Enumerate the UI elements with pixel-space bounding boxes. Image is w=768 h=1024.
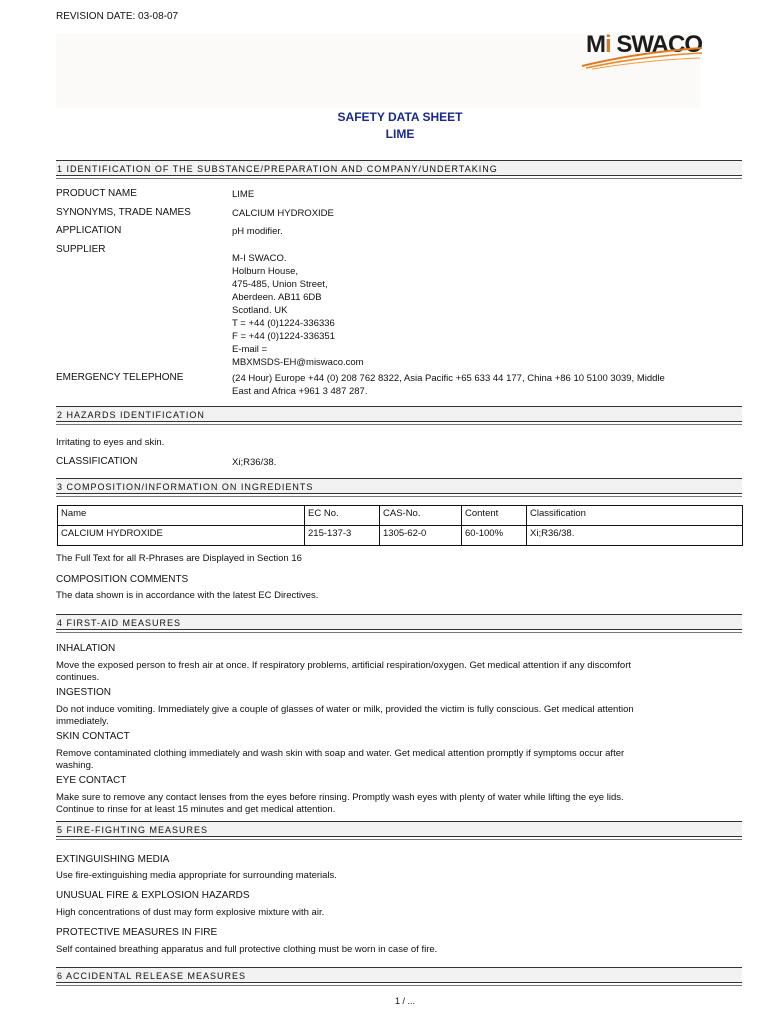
revision-date: REVISION DATE: 03-08-07 [56, 11, 179, 22]
emergency-telephone-label: EMERGENCY TELEPHONE [56, 372, 184, 383]
application-label: APPLICATION [56, 225, 122, 236]
table-header-cell: EC No. [305, 506, 380, 526]
extinguishing-media-label: EXTINGUISHING MEDIA [56, 854, 170, 865]
section-6-heading: 6 ACCIDENTAL RELEASE MEASURES [56, 967, 742, 983]
product-title: LIME [385, 127, 415, 141]
protective-measures-label: PROTECTIVE MEASURES IN FIRE [56, 927, 218, 938]
table-row [58, 526, 743, 546]
table-cell: 1305-62-0 [380, 526, 462, 546]
product-name-label: PRODUCT NAME [56, 188, 137, 199]
application-value: pH modifier. [232, 226, 283, 237]
classification-value: Xi;R36/38. [232, 457, 277, 468]
table-header-cell: Content [462, 506, 527, 526]
table-header-cell: Classification [527, 506, 743, 526]
synonyms-label: SYNONYMS, TRADE NAMES [56, 207, 191, 218]
eye-contact-label: EYE CONTACT [56, 775, 127, 786]
composition-comments-text: The data shown is in accordance with the latest EC Directives. [56, 590, 319, 601]
product-name-value: LIME [232, 189, 255, 200]
synonyms-value: CALCIUM HYDROXIDE [232, 208, 334, 219]
table-cell: 215-137-3 [305, 526, 380, 546]
document-title: SAFETY DATA SHEET [337, 110, 463, 124]
supplier-label: SUPPLIER [56, 244, 106, 255]
composition-table [57, 505, 743, 546]
fire-hazards-label: UNUSUAL FIRE & EXPLOSION HAZARDS [56, 890, 250, 901]
skin-contact-label: SKIN CONTACT [56, 731, 130, 742]
emergency-telephone-value: (24 Hour) Europe +44 (0) 208 762 8322, Asia Pacific +65 633 44 177, China +86 10 5100 3039, Middle East and Africa +961 3 487 287. [232, 373, 665, 397]
page-number: 1 / ... [395, 996, 416, 1006]
table-header-cell: Name [58, 506, 305, 526]
ingestion-label: INGESTION [56, 687, 112, 698]
extinguishing-media-text: Use fire-extinguishing media appropriate for surrounding materials. [56, 870, 337, 881]
supplier-address: M-I SWACO. Holburn House, 475-485, Union Street, Aberdeen. AB11 6DB Scotland. UK T = +44 (0)1224-336336 F = +44 (0)1224-336351 E-mail = MBXMSDS-EH@miswaco.com [232, 253, 364, 368]
r-phrases-note: The Full Text for all R-Phrases are Displayed in Section 16 [56, 553, 302, 564]
section-4-heading: 4 FIRST-AID MEASURES [56, 614, 742, 630]
company-logo: Mi SWACO [585, 31, 702, 58]
eye-contact-text: Make sure to remove any contact lenses from the eyes before rinsing. Promptly wash eyes with plenty of water while lifting the eye lids. Continue to rinse for at least 15 minutes and get medical attention. [56, 792, 624, 815]
classification-label: CLASSIFICATION [56, 456, 138, 467]
skin-contact-text: Remove contaminated clothing immediately and wash skin with soap and water. Get medical attention promptly if symptoms occur after washing. [56, 748, 625, 771]
section-1-heading: 1 IDENTIFICATION OF THE SUBSTANCE/PREPARATION AND COMPANY/UNDERTAKING [56, 160, 742, 176]
table-header-cell: CAS-No. [380, 506, 462, 526]
section-2-heading: 2 HAZARDS IDENTIFICATION [56, 406, 742, 422]
fire-hazards-text: High concentrations of dust may form explosive mixture with air. [56, 907, 325, 918]
section-3-heading: 3 COMPOSITION/INFORMATION ON INGREDIENTS [56, 478, 742, 494]
inhalation-label: INHALATION [56, 643, 116, 654]
inhalation-text: Move the exposed person to fresh air at once. If respiratory problems, artificial respiration/oxygen. Get medical attention if any discomfort continues. [56, 660, 632, 683]
table-cell: 60-100% [462, 526, 527, 546]
composition-comments-label: COMPOSITION COMMENTS [56, 574, 189, 585]
logo-swoosh-icon [580, 44, 705, 70]
ingestion-text: Do not induce vomiting. Immediately give a couple of glasses of water or milk, provided the victim is fully conscious. Get medical attention immediately. [56, 704, 634, 727]
protective-measures-text: Self contained breathing apparatus and full protective clothing must be worn in case of fire. [56, 944, 438, 955]
supplier-email: MBXMSDS-EH@miswaco.com [232, 357, 364, 368]
table-cell: CALCIUM HYDROXIDE [58, 526, 305, 546]
section-5-heading: 5 FIRE-FIGHTING MEASURES [56, 821, 742, 837]
hazards-text: Irritating to eyes and skin. [56, 437, 165, 448]
table-header-row [58, 506, 743, 526]
table-cell: Xi;R36/38. [527, 526, 743, 546]
